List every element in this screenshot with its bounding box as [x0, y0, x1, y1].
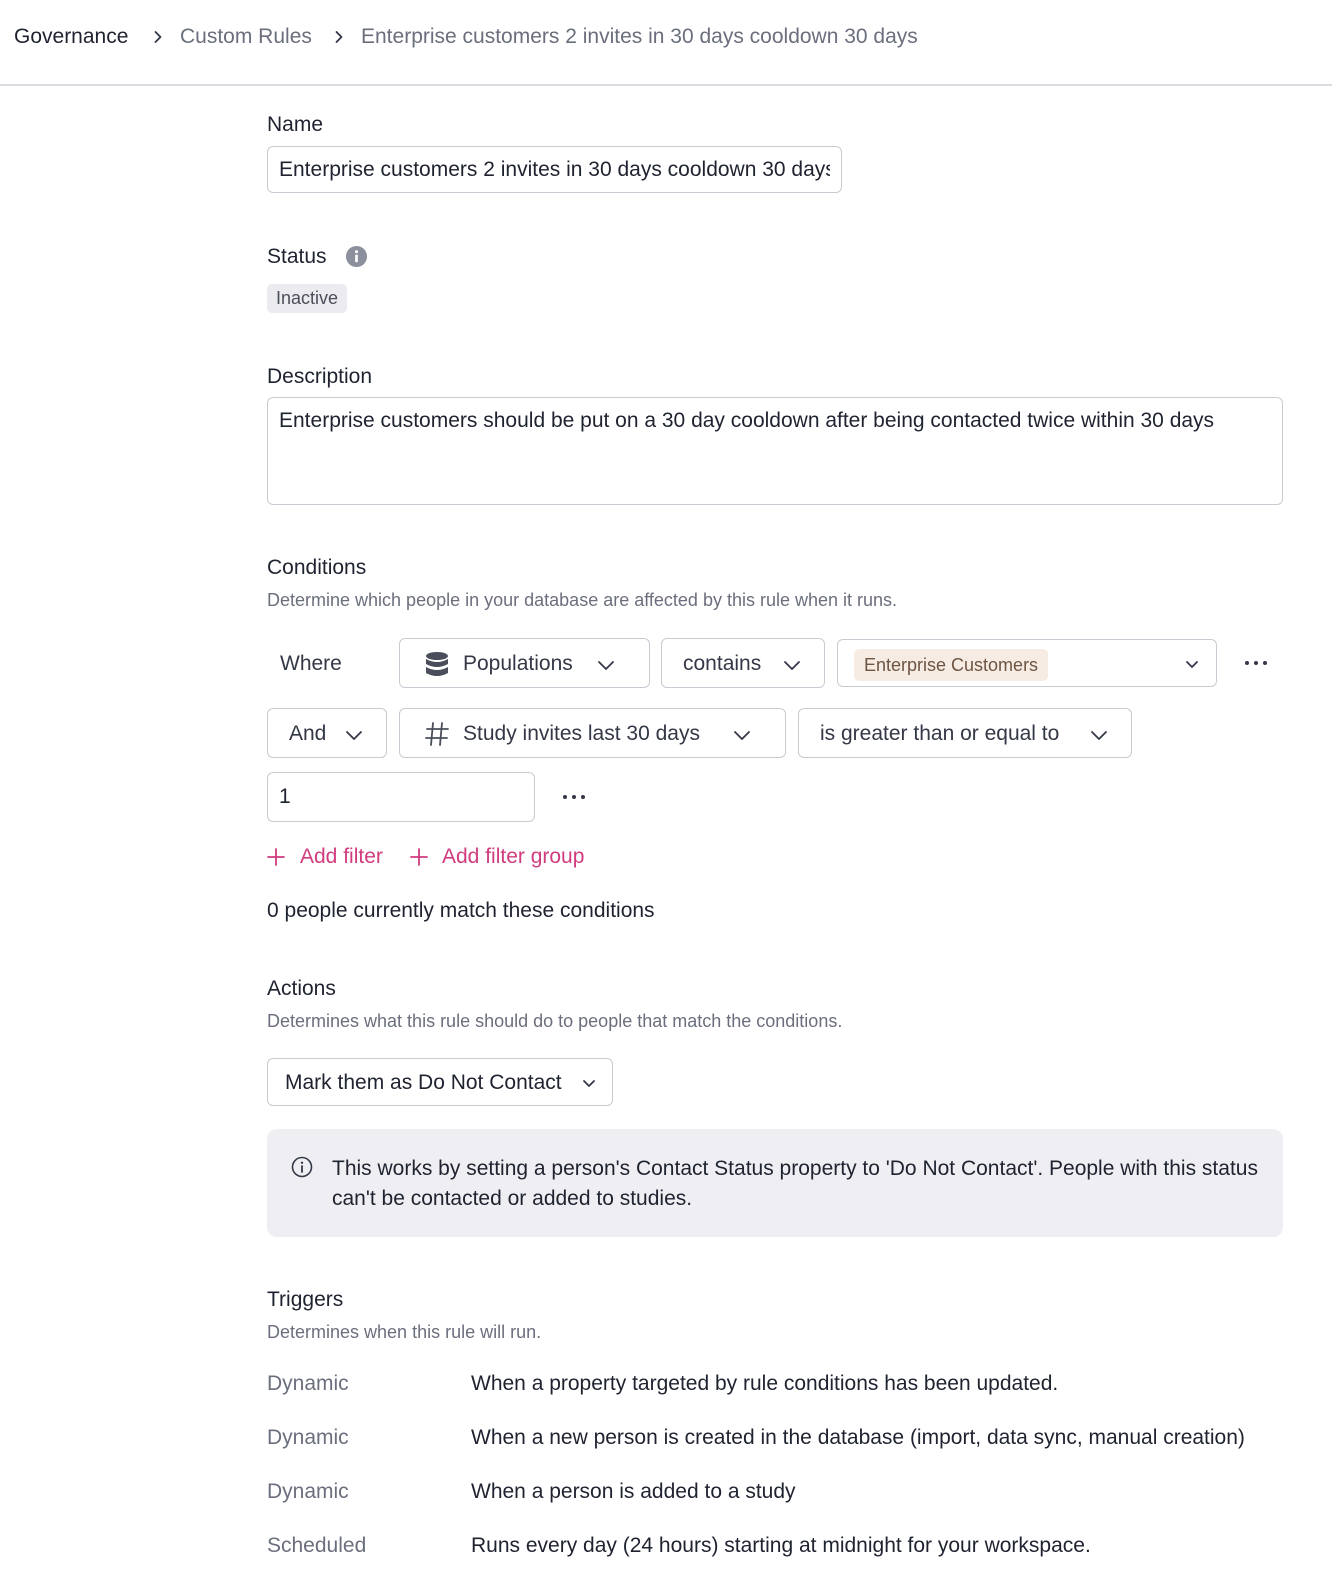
action-info-callout	[267, 1129, 1283, 1237]
trigger-type: Scheduled	[267, 1534, 367, 1557]
hash-icon	[424, 721, 450, 747]
chevron-down-icon	[1089, 725, 1109, 745]
and-conjunction-label: And	[289, 722, 327, 745]
trigger-type: Dynamic	[267, 1372, 349, 1395]
gte-operator-label: is greater than or equal to	[820, 722, 1060, 745]
trigger-description: When a property targeted by rule conditions has been updated.	[471, 1372, 1059, 1395]
enterprise-customers-tag: Enterprise Customers	[854, 649, 1048, 681]
populations-field-select[interactable]	[399, 638, 650, 688]
chevron-down-icon	[581, 1075, 597, 1091]
status-label: Status	[267, 245, 327, 268]
more-options-icon[interactable]	[561, 792, 587, 802]
breadcrumb-custom-rules[interactable]: Custom Rules	[180, 25, 312, 48]
database-icon	[424, 651, 450, 679]
study-invites-field-label: Study invites last 30 days	[463, 722, 700, 745]
chevron-down-icon	[596, 655, 616, 675]
trigger-type: Dynamic	[267, 1426, 349, 1449]
chevron-down-icon	[344, 725, 364, 745]
contains-operator-select[interactable]	[661, 638, 825, 688]
breadcrumb	[0, 0, 1332, 86]
population-value-select[interactable]	[837, 639, 1217, 687]
chevron-down-icon	[782, 655, 802, 675]
status-badge: Inactive	[267, 284, 347, 313]
trigger-description: Runs every day (24 hours) starting at midnight for your workspace.	[471, 1534, 1091, 1557]
gte-operator-select[interactable]	[798, 708, 1132, 758]
description-label: Description	[267, 365, 373, 388]
info-circle-icon	[291, 1156, 313, 1178]
add-filter-group-button[interactable]: Add filter group	[442, 845, 585, 868]
action-select-label: Mark them as Do Not Contact	[285, 1071, 562, 1094]
chevron-right-icon	[331, 29, 347, 45]
conditions-helper: Determine which people in your database are affected by this rule when it runs.	[267, 590, 898, 610]
action-select[interactable]	[267, 1058, 613, 1106]
match-summary: 0 people currently match these conditions	[267, 899, 655, 922]
triggers-label: Triggers	[267, 1288, 344, 1311]
name-label: Name	[267, 113, 324, 136]
trigger-type: Dynamic	[267, 1480, 349, 1503]
actions-helper: Determines what this rule should do to people that match the conditions.	[267, 1011, 843, 1031]
trigger-description: When a new person is created in the database (import, data sync, manual creation)	[471, 1426, 1245, 1449]
and-conjunction-select[interactable]	[267, 708, 387, 758]
chevron-right-icon	[150, 29, 166, 45]
chevron-down-icon	[1184, 656, 1200, 672]
plus-icon[interactable]	[410, 848, 428, 866]
more-options-icon[interactable]	[1243, 658, 1269, 668]
chevron-down-icon	[732, 725, 752, 745]
populations-field-label: Populations	[463, 652, 573, 675]
name-input[interactable]	[267, 146, 842, 193]
description-textarea[interactable]: Enterprise customers should be put on a 30 day cooldown after being contacted twice within 30 days	[267, 397, 1283, 505]
action-info-text: This works by setting a person's Contact Status property to 'Do Not Contact'. People with this status can't be contacted or added to studies.	[332, 1157, 1258, 1210]
contains-operator-label: contains	[683, 652, 762, 675]
breadcrumb-current: Enterprise customers 2 invites in 30 days cooldown 30 days	[361, 25, 918, 48]
conditions-label: Conditions	[267, 556, 367, 579]
actions-label: Actions	[267, 977, 336, 1000]
where-label: Where	[280, 652, 342, 675]
trigger-description: When a person is added to a study	[471, 1480, 796, 1503]
breadcrumb-governance[interactable]: Governance	[14, 25, 129, 48]
add-filter-button[interactable]: Add filter	[300, 845, 383, 868]
triggers-helper: Determines when this rule will run.	[267, 1322, 542, 1342]
study-invites-field-select[interactable]	[399, 708, 786, 758]
condition-value-input[interactable]	[267, 772, 535, 822]
info-icon[interactable]	[345, 245, 368, 268]
plus-icon[interactable]	[267, 848, 285, 866]
